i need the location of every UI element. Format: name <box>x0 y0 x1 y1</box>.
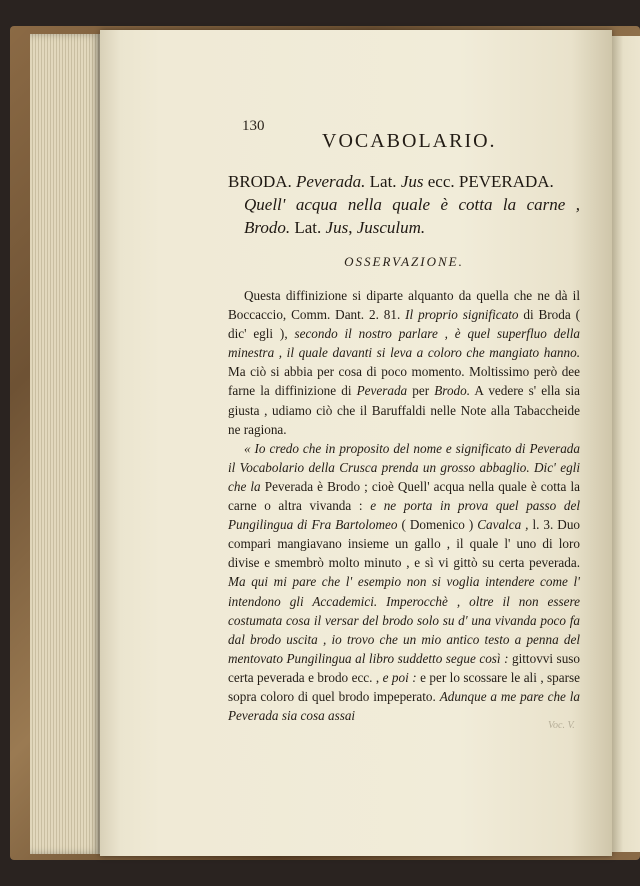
p2-text-b: Peverada è Brodo ; cioè Quell' acqua nella quale è cotta la carne o altra vivanda : <box>228 478 581 514</box>
p2-italic-a: « Io credo che in proposito del nome e significato di Peverada il Vocabolario della Crusca prenda un grosso abbaglio. Dic' egli che la <box>228 440 580 494</box>
headword: BRODA. <box>228 172 292 191</box>
p1-text-i: A vedere s' ella sia giusta , udiamo ciò che il Baruffaldi nelle Note alla Tabaccheide ne ragiona. <box>228 383 581 437</box>
synonym: Peverada. <box>296 172 366 191</box>
body-text <box>228 286 580 725</box>
p2-italic-i: e poi : <box>382 669 417 685</box>
p2-text-d: ( Domenico ) <box>401 517 474 533</box>
latin-term-2: Jus <box>325 218 349 237</box>
page-edges <box>30 34 102 854</box>
dictionary-entry <box>228 170 580 239</box>
running-title: VOCABOLARIO. <box>322 130 497 152</box>
p2-italic-g: Ma qui mi pare che l' esempio non si voglia intendere come l' intendono gli Accademici. Imperocchè , oltre il non essere costumata cosa il versar del brodo solo su d' una vivanda poco fa dal brodo uscita , io trovo che un mio antico testo a penna del mentovato Pungilingua al libro suddetto segue così : <box>228 574 580 666</box>
p2-italic-k: Adunque a me pare che la Peverada sia cosa assai <box>228 688 581 724</box>
paragraph-1 <box>228 286 580 439</box>
page-number: 130 <box>242 118 265 134</box>
right-page-edge <box>612 36 640 852</box>
p1-italic-b: Il proprio significato <box>405 307 519 323</box>
page-header <box>242 118 578 158</box>
latin-label: Lat. <box>369 172 397 191</box>
p2-italic-c: e ne porta in prova quel passo del Pungilingua di Fra Bartolomeo <box>228 498 581 533</box>
second-headword: PEVERADA. <box>458 172 554 191</box>
p2-text-h: gittovvi suso certa peverada e brodo ecc. , <box>228 650 581 685</box>
p1-text-g: per <box>412 383 430 399</box>
p1-italic-h: Brodo. <box>434 383 471 399</box>
faint-signature: Voc. V. <box>548 720 575 731</box>
latin-separator: , <box>348 218 353 237</box>
p1-text-a: Questa diffinizione si diparte alquanto da quella che ne dà il Boccaccio, Comm. Dant. 2. 81. <box>228 288 580 323</box>
section-title: OSSERVAZIONE. <box>344 254 464 269</box>
p1-text-e: Ma ciò si abbia per cosa di poco momento. Moltissimo però dee farne la diffinizione di <box>228 364 580 399</box>
p2-text-f: l. 3. Duo compari mangiavano insieme un gallo , il quale l' uno di loro divise e smembrò molto minuto , e sì vi gittò su certa peverada. <box>228 517 581 571</box>
p1-italic-f: Peverada <box>356 383 408 399</box>
ecc: ecc. <box>427 172 455 191</box>
latin-label-2: Lat. <box>294 218 322 237</box>
latin-term: Jus <box>400 172 424 191</box>
p2-italic-e: Cavalca , <box>477 517 529 533</box>
p2-text-j: e per lo scossare le ali , sparse sopra coloro di quel brodo impeperato. <box>228 669 581 704</box>
definition: Quell' acqua nella quale è cotta la carne , <box>244 195 580 214</box>
p1-text-c: di Broda ( dic' egli ), <box>228 307 581 342</box>
latin-term-3: Jusculum. <box>356 218 426 237</box>
p1-italic-d: secondo il nostro parlare , è quel superfluo della minestra , il quale davanti si leva a coloro che mangiato hanno. <box>228 326 581 361</box>
brodo-term: Brodo. <box>244 218 291 237</box>
paragraph-2 <box>228 439 580 725</box>
